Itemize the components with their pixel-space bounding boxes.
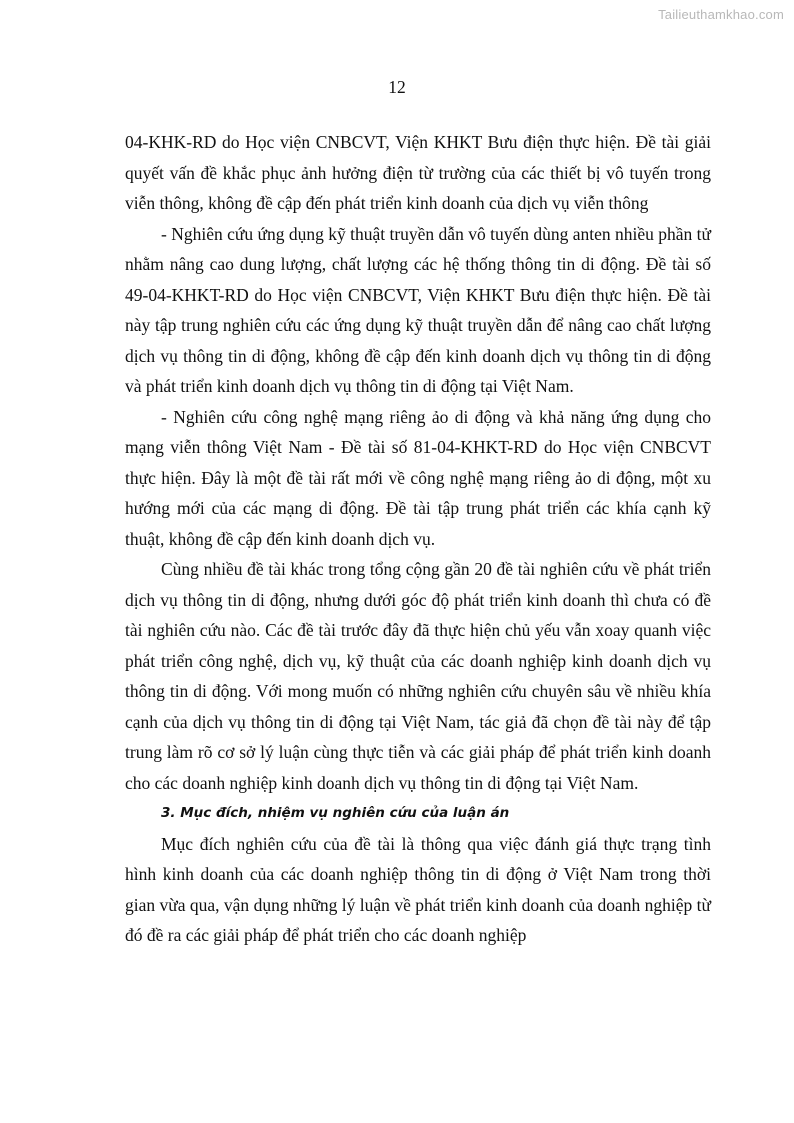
paragraph-purpose: Mục đích nghiên cứu của đề tài là thông qua việc đánh giá thực trạng tình hình kinh doanh của các doanh nghiệp thông tin di động ở Việt Nam trong thời gian vừa qua, vận dụng những lý luận về phát triển kinh doanh của doanh nghiệp từ đó đề ra các giải pháp để phát triển cho các doanh nghiệp [125,833,711,945]
paragraph-research-antenna: - Nghiên cứu ứng dụng kỹ thuật truyền dẫn vô tuyến dùng anten nhiều phần tử nhằm nâng cao dung lượng, chất lượng các hệ thống thông tin di động. Đề tài số 49-04-KHKT-RD do Học viện CNBCVT, Viện KHKT Bưu điện thực hiện. Đề tài này tập trung nghiên cứu các ứng dụng kỹ thuật truyền dẫn để nâng cao chất lượng dịch vụ thông tin di động, không đề cập đến kinh doanh dịch vụ thông tin di động và phát triển kinh doanh dịch vụ thông tin di động tại Việt Nam. [125,223,711,396]
document-body [125,127,711,951]
paragraph-continuation: 04-KHK-RD do Học viện CNBCVT, Viện KHKT Bưu điện thực hiện. Đề tài giải quyết vấn đề khắc phục ảnh hưởng điện từ trường của các thiết bị vô tuyến trong viễn thông, không đề cập đến phát triển kinh doanh của dịch vụ viễn thông [125,132,711,213]
paragraph-summary: Cùng nhiều đề tài khác trong tổng cộng gần 20 đề tài nghiên cứu về phát triển dịch vụ thông tin di động, nhưng dưới góc độ phát triển kinh doanh thì chưa có đề tài nghiên cứu nào. Các đề tài trước đây đã thực hiện chủ yếu vẫn xoay quanh việc phát triển công nghệ, dịch vụ, kỹ thuật của các doanh nghiệp kinh doanh dịch vụ thông tin di động. Với mong muốn có những nghiên cứu chuyên sâu về nhiều khía cạnh của dịch vụ thông tin di động tại Việt Nam, tác giả đã chọn đề tài này để tập trung làm rõ cơ sở lý luận cùng thực tiễn và các giải pháp để phát triển kinh doanh cho các doanh nghiệp kinh doanh dịch vụ thông tin di động tại Việt Nam. [125,559,711,793]
watermark: Tailieuthamkhao.com [658,7,784,22]
section-heading: 3. Mục đích, nhiệm vụ nghiên cứu của luận án [161,805,510,821]
page-number: 12 [388,77,406,97]
paragraph-research-vpn: - Nghiên cứu công nghệ mạng riêng ảo di động và khả năng ứng dụng cho mạng viễn thông Việt Nam - Đề tài số 81-04-KHKT-RD do Học viện CNBCVT thực hiện. Đây là một đề tài rất mới về công nghệ mạng riêng ảo di động, một xu hướng mới của các mạng di động. Đề tài tập trung phát triển các khía cạnh kỹ thuật, không đề cập đến kinh doanh dịch vụ. [125,406,711,549]
